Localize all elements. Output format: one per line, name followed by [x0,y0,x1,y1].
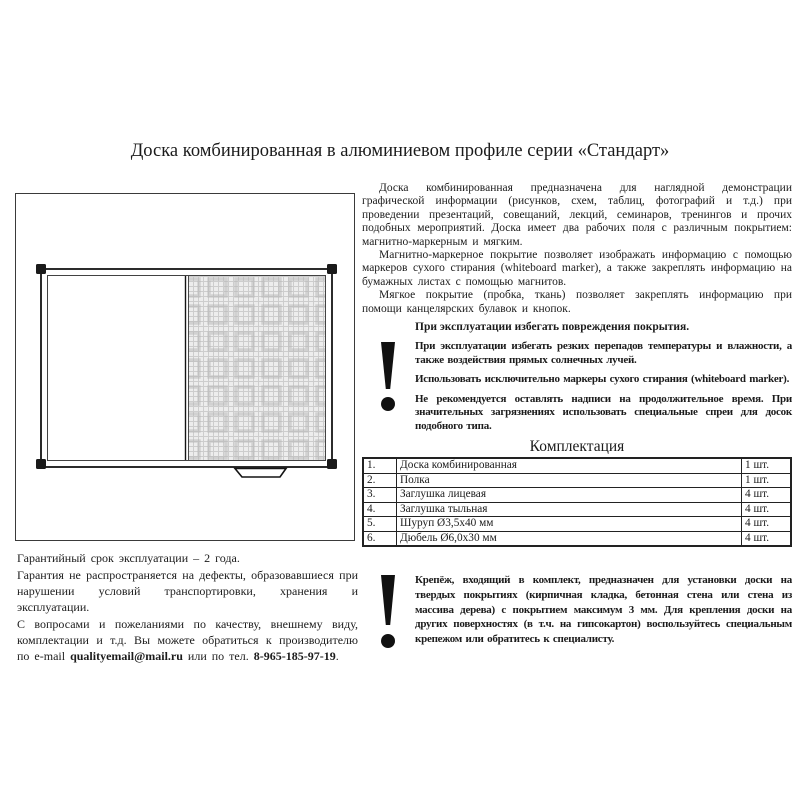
intro-paragraph-marker-surface: Магнитно-маркерное покрытие позволяет изображать информацию с помощью маркеров сухого стирания (whiteboard marker), а также закреплять информацию на бумажных листах с помощью магнитов. [362,249,792,288]
description-column [362,182,792,646]
exclamation-icon [377,342,399,412]
equipment-heading: Комплектация [529,437,625,455]
item-qty: 4 шт. [742,488,792,503]
care-warning-block [362,340,792,432]
row-number: 6. [363,531,397,546]
item-name: Шуруп Ø3,5x40 мм [397,517,742,532]
exclamation-icon [377,575,399,649]
row-number: 4. [363,502,397,517]
care-item: При эксплуатации избегать резких перепадов температуры и влажности, а также воздействия прямых солнечных лучей. [415,340,792,366]
table-row [363,517,791,532]
item-name: Заглушка тыльная [397,502,742,517]
contacts-text: С вопросами и пожеланиями по качеству, внешнему виду, комплектации и т.д. Вы можете обратиться к производителю по e-mail [17,617,358,663]
intro-paragraph-soft-surface: Мягкое покрытие (пробка, ткань) позволяет закреплять информацию при помощи канцелярских булавок и кнопок. [362,289,792,315]
contacts-text: или по тел. [182,649,254,663]
row-number: 1. [363,458,397,473]
mounting-note: Крепёж, входящий в комплект, предназначен для установки доски на твердых покрытиях (кирпичная кладка, бетонная стена или стена из массива дерева) с покрытием максимум 3 мм. Для крепления доски на других поверхностях (в т.ч. на гипсокартон) воспользуйтесь специальным крепежом или обратитесь к специалисту. [415,574,792,645]
row-number: 3. [363,488,397,503]
row-number: 5. [363,517,397,532]
table-row [363,531,791,546]
care-item: Использовать исключительно маркеры сухого стирания (whiteboard marker). [415,373,790,386]
item-name: Заглушка лицевая [397,488,742,503]
item-qty: 4 шт. [742,502,792,517]
warranty-exclusions: Гарантия не распространяется на дефекты, образовавшиеся при нарушении условий транспортировки, хранения и эксплуатации. [17,568,358,614]
care-headline: При эксплуатации избегать повреждения покрытия. [415,321,690,334]
table-row [363,473,791,488]
mounting-warning-block [362,573,792,646]
item-qty: 4 шт. [742,531,792,546]
producer-phone: 8-965-185-97-19 [253,649,336,663]
item-qty: 1 шт. [742,458,792,473]
warranty-term: Гарантийный срок эксплуатации – 2 года. [17,551,240,565]
page-title: Доска комбинированная в алюминиевом профиле серии «Стандарт» [130,141,670,161]
care-item: Не рекомендуется оставлять надписи на продолжительное время. При значительных загрязнениях использовать специальные спреи для досок подобного типа. [415,392,792,432]
table-row [363,488,791,503]
item-qty: 1 шт. [742,473,792,488]
equipment-table [362,457,792,547]
intro-paragraph-purpose: Доска комбинированная предназначена для наглядной демонстрации графической информации (рисунков, схем, таблиц, фотографий и т.д.) при проведении презентаций, совещаний, лекций, семинаров, тренингов и прочих подобных мероприятий. Доска имеет два рабочих поля с различным покрытием: магнитно-маркерным и мягким. [362,182,792,248]
row-number: 2. [363,473,397,488]
table-row [363,458,791,473]
item-name: Дюбель Ø6,0x30 мм [397,531,742,546]
producer-contacts [17,616,358,664]
item-qty: 4 шт. [742,517,792,532]
contacts-text: . [335,649,339,663]
item-name: Доска комбинированная [397,458,742,473]
board-figure-frame [15,193,355,541]
table-row [363,502,791,517]
combination-board-illustration [16,194,354,540]
item-name: Полка [397,473,742,488]
warranty-block [17,550,358,665]
producer-email: qualityemail@mail.ru [70,649,183,663]
